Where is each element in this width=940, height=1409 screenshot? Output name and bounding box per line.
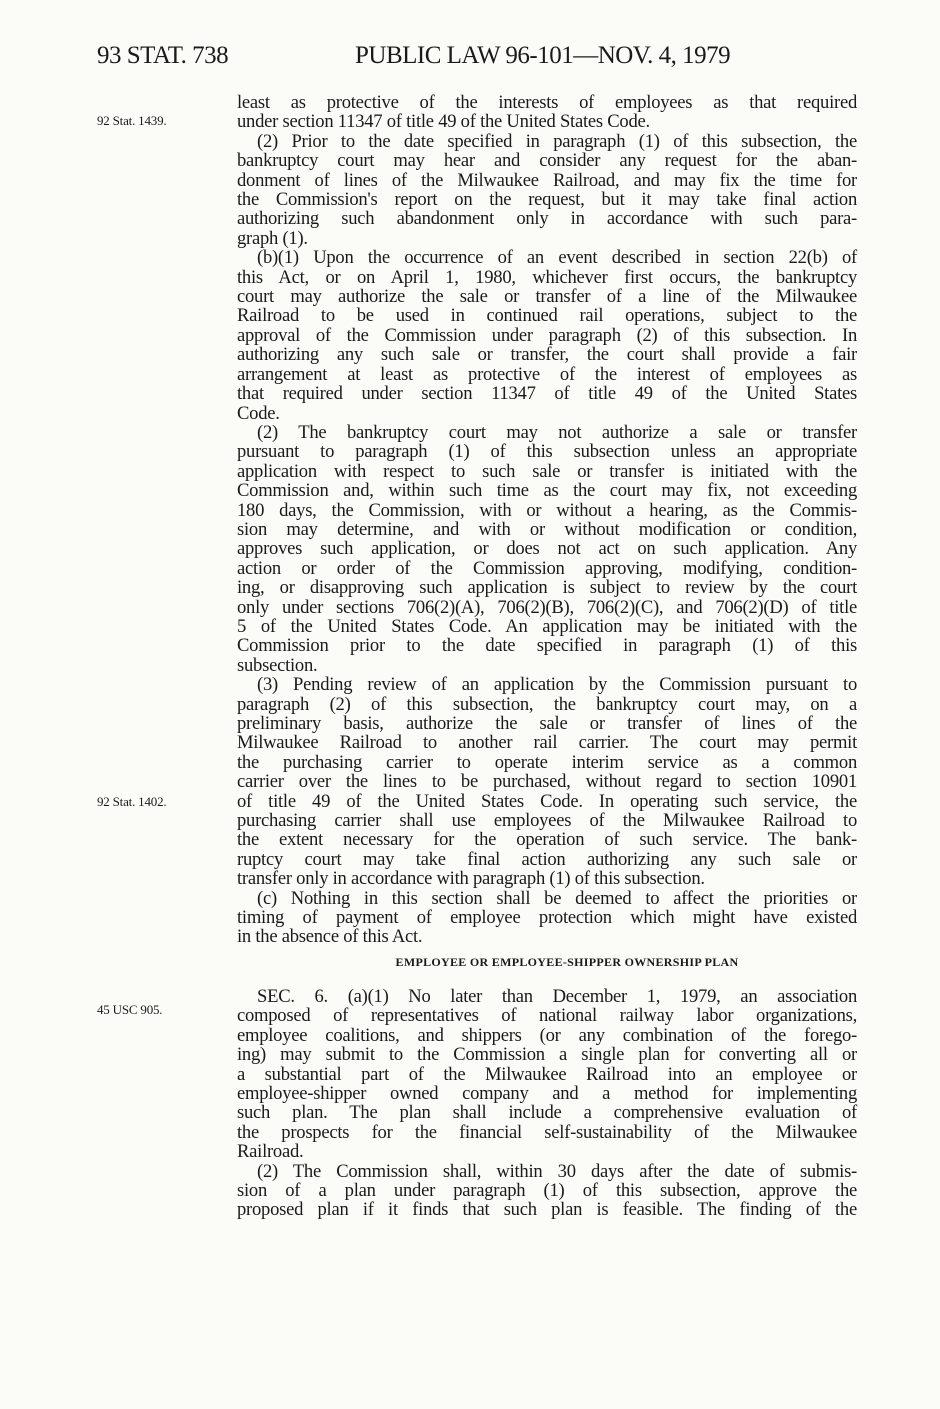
text-line: authorizing such abandonment only in accordance with such para-: [237, 208, 857, 230]
text-line: approves such application, or does not act on such application. Any: [237, 538, 857, 560]
text-line: (b)(1) Upon the occurrence of an event described in section 22(b) of: [257, 247, 857, 269]
text-line: application with respect to such sale or transfer is initiated with the: [237, 460, 857, 482]
text-line: employee coalitions, and shippers (or any combination of the forego-: [237, 1024, 857, 1046]
body-text: [237, 93, 857, 1220]
text-line: timing of payment of employee protection which might have existed: [237, 907, 857, 929]
text-line: employee-shipper owned company and a method for implementing: [237, 1082, 857, 1104]
text-line: the extent necessary for the operation of such service. The bank-: [237, 829, 857, 851]
text-line: sion of a plan under paragraph (1) of this subsection, approve the: [237, 1179, 857, 1201]
text-line: only under sections 706(2)(A), 706(2)(B), 706(2)(C), and 706(2)(D) of title: [237, 596, 857, 618]
text-line: proposed plan if it finds that such plan is feasible. The finding of the: [237, 1199, 857, 1221]
text-line: that required under section 11347 of title 49 of the United States: [237, 383, 857, 405]
text-line: Milwaukee Railroad to another rail carrier. The court may permit: [237, 732, 857, 754]
text-line: bankruptcy court may hear and consider any request for the aban-: [237, 150, 857, 172]
text-line: 5 of the United States Code. An application may be initiated with the: [237, 615, 857, 637]
text-line: court may authorize the sale or transfer of a line of the Milwaukee: [237, 286, 857, 308]
text-line: (2) Prior to the date specified in paragraph (1) of this subsection, the: [257, 130, 857, 152]
text-line: carrier over the lines to be purchased, without regard to section 10901: [237, 771, 857, 793]
text-line: preliminary basis, authorize the sale or transfer of lines of the: [237, 713, 857, 734]
margin-note: 92 Stat. 1402.: [97, 794, 167, 809]
text-line: (c) Nothing in this section shall be deemed to affect the priorities or: [257, 887, 857, 909]
text-line: the Commission's report on the request, but it may take final action: [237, 189, 857, 211]
text-line: Commission prior to the date specified in paragraph (1) of this: [237, 635, 857, 657]
text-line: ing) may submit to the Commission a single plan for converting all or: [237, 1044, 857, 1066]
text-line: this Act, or on April 1, 1980, whichever first occurs, the bankruptcy: [237, 266, 857, 288]
paragraph: [237, 675, 857, 888]
section-6-text: [237, 987, 857, 1220]
text-line: the prospects for the financial self-sustainability of the Milwaukee: [237, 1121, 857, 1143]
text-line: pursuant to paragraph (1) of this subsection unless an appropriate: [237, 441, 857, 463]
text-line: the purchasing carrier to operate interim service as a common: [237, 751, 857, 773]
text-line: (3) Pending review of an application by the Commission pursuant to: [257, 674, 857, 696]
paragraph: [237, 248, 857, 423]
text-line: paragraph (2) of this subsection, the bankruptcy court may, on a: [237, 693, 857, 715]
text-line: under section 11347 of title 49 of the United States Code.: [237, 111, 650, 133]
paragraph: [237, 889, 857, 947]
text-line: of title 49 of the United States Code. In operating such service, the: [237, 790, 857, 812]
text-line: in the absence of this Act.: [237, 926, 423, 948]
text-line: subsection.: [237, 654, 318, 676]
text-line: (2) The Commission shall, within 30 days after the date of submis-: [257, 1160, 857, 1182]
text-line: transfer only in accordance with paragraph (1) of this subsection.: [237, 868, 705, 890]
text-line: purchasing carrier shall use employees of the Milwaukee Railroad to: [237, 810, 857, 832]
text-line: Railroad.: [237, 1141, 304, 1163]
text-line: arrangement at least as protective of the interest of employees as: [237, 363, 857, 385]
text-line: composed of representatives of national railway labor organizations,: [237, 1005, 857, 1027]
text-line: (2) The bankruptcy court may not authorize a sale or transfer: [257, 421, 857, 443]
text-line: SEC. 6. (a)(1) No later than December 1, 1979, an association: [257, 985, 857, 1007]
text-line: a substantial part of the Milwaukee Railroad into an employee or: [237, 1063, 857, 1085]
text-line: 180 days, the Commission, with or without a hearing, as the Commis-: [237, 499, 857, 521]
paragraph: [237, 1162, 857, 1220]
text-line: action or order of the Commission approving, modifying, condition-: [237, 557, 857, 579]
text-line: approval of the Commission under paragraph (2) of this subsection. In: [237, 324, 857, 346]
text-line: Commission and, within such time as the court may fix, not exceeding: [237, 480, 857, 502]
text-line: authorizing any such sale or transfer, the court shall provide a fair: [237, 344, 857, 366]
section-heading: EMPLOYEE OR EMPLOYEE-SHIPPER OWNERSHIP PLAN: [395, 954, 739, 969]
margin-note: 45 USC 905.: [97, 1002, 163, 1017]
section-5-text: [237, 93, 857, 947]
text-line: ruptcy court may take final action authorizing any such sale or: [237, 848, 857, 870]
page-number-stat: 93 STAT. 738: [97, 42, 229, 69]
text-line: ing, or disapproving such application is subject to review by the court: [237, 577, 857, 599]
text-line: graph (1).: [237, 227, 308, 249]
paragraph: [237, 423, 857, 675]
paragraph: [237, 93, 857, 132]
text-line: donment of lines of the Milwaukee Railroad, and may fix the time for: [237, 169, 857, 191]
text-line: sion may determine, and with or without modification or condition,: [237, 518, 857, 540]
text-line: Code.: [237, 402, 280, 424]
text-line: least as protective of the interests of employees as that required: [237, 92, 857, 113]
text-line: such plan. The plan shall include a comprehensive evaluation of: [237, 1102, 857, 1124]
paragraph: [237, 132, 857, 248]
paragraph: [237, 987, 857, 1162]
running-head-title: PUBLIC LAW 96-101—NOV. 4, 1979: [355, 42, 731, 69]
margin-note: 92 Stat. 1439.: [97, 113, 167, 128]
text-line: Railroad to be used in continued rail operations, subject to the: [237, 305, 857, 327]
